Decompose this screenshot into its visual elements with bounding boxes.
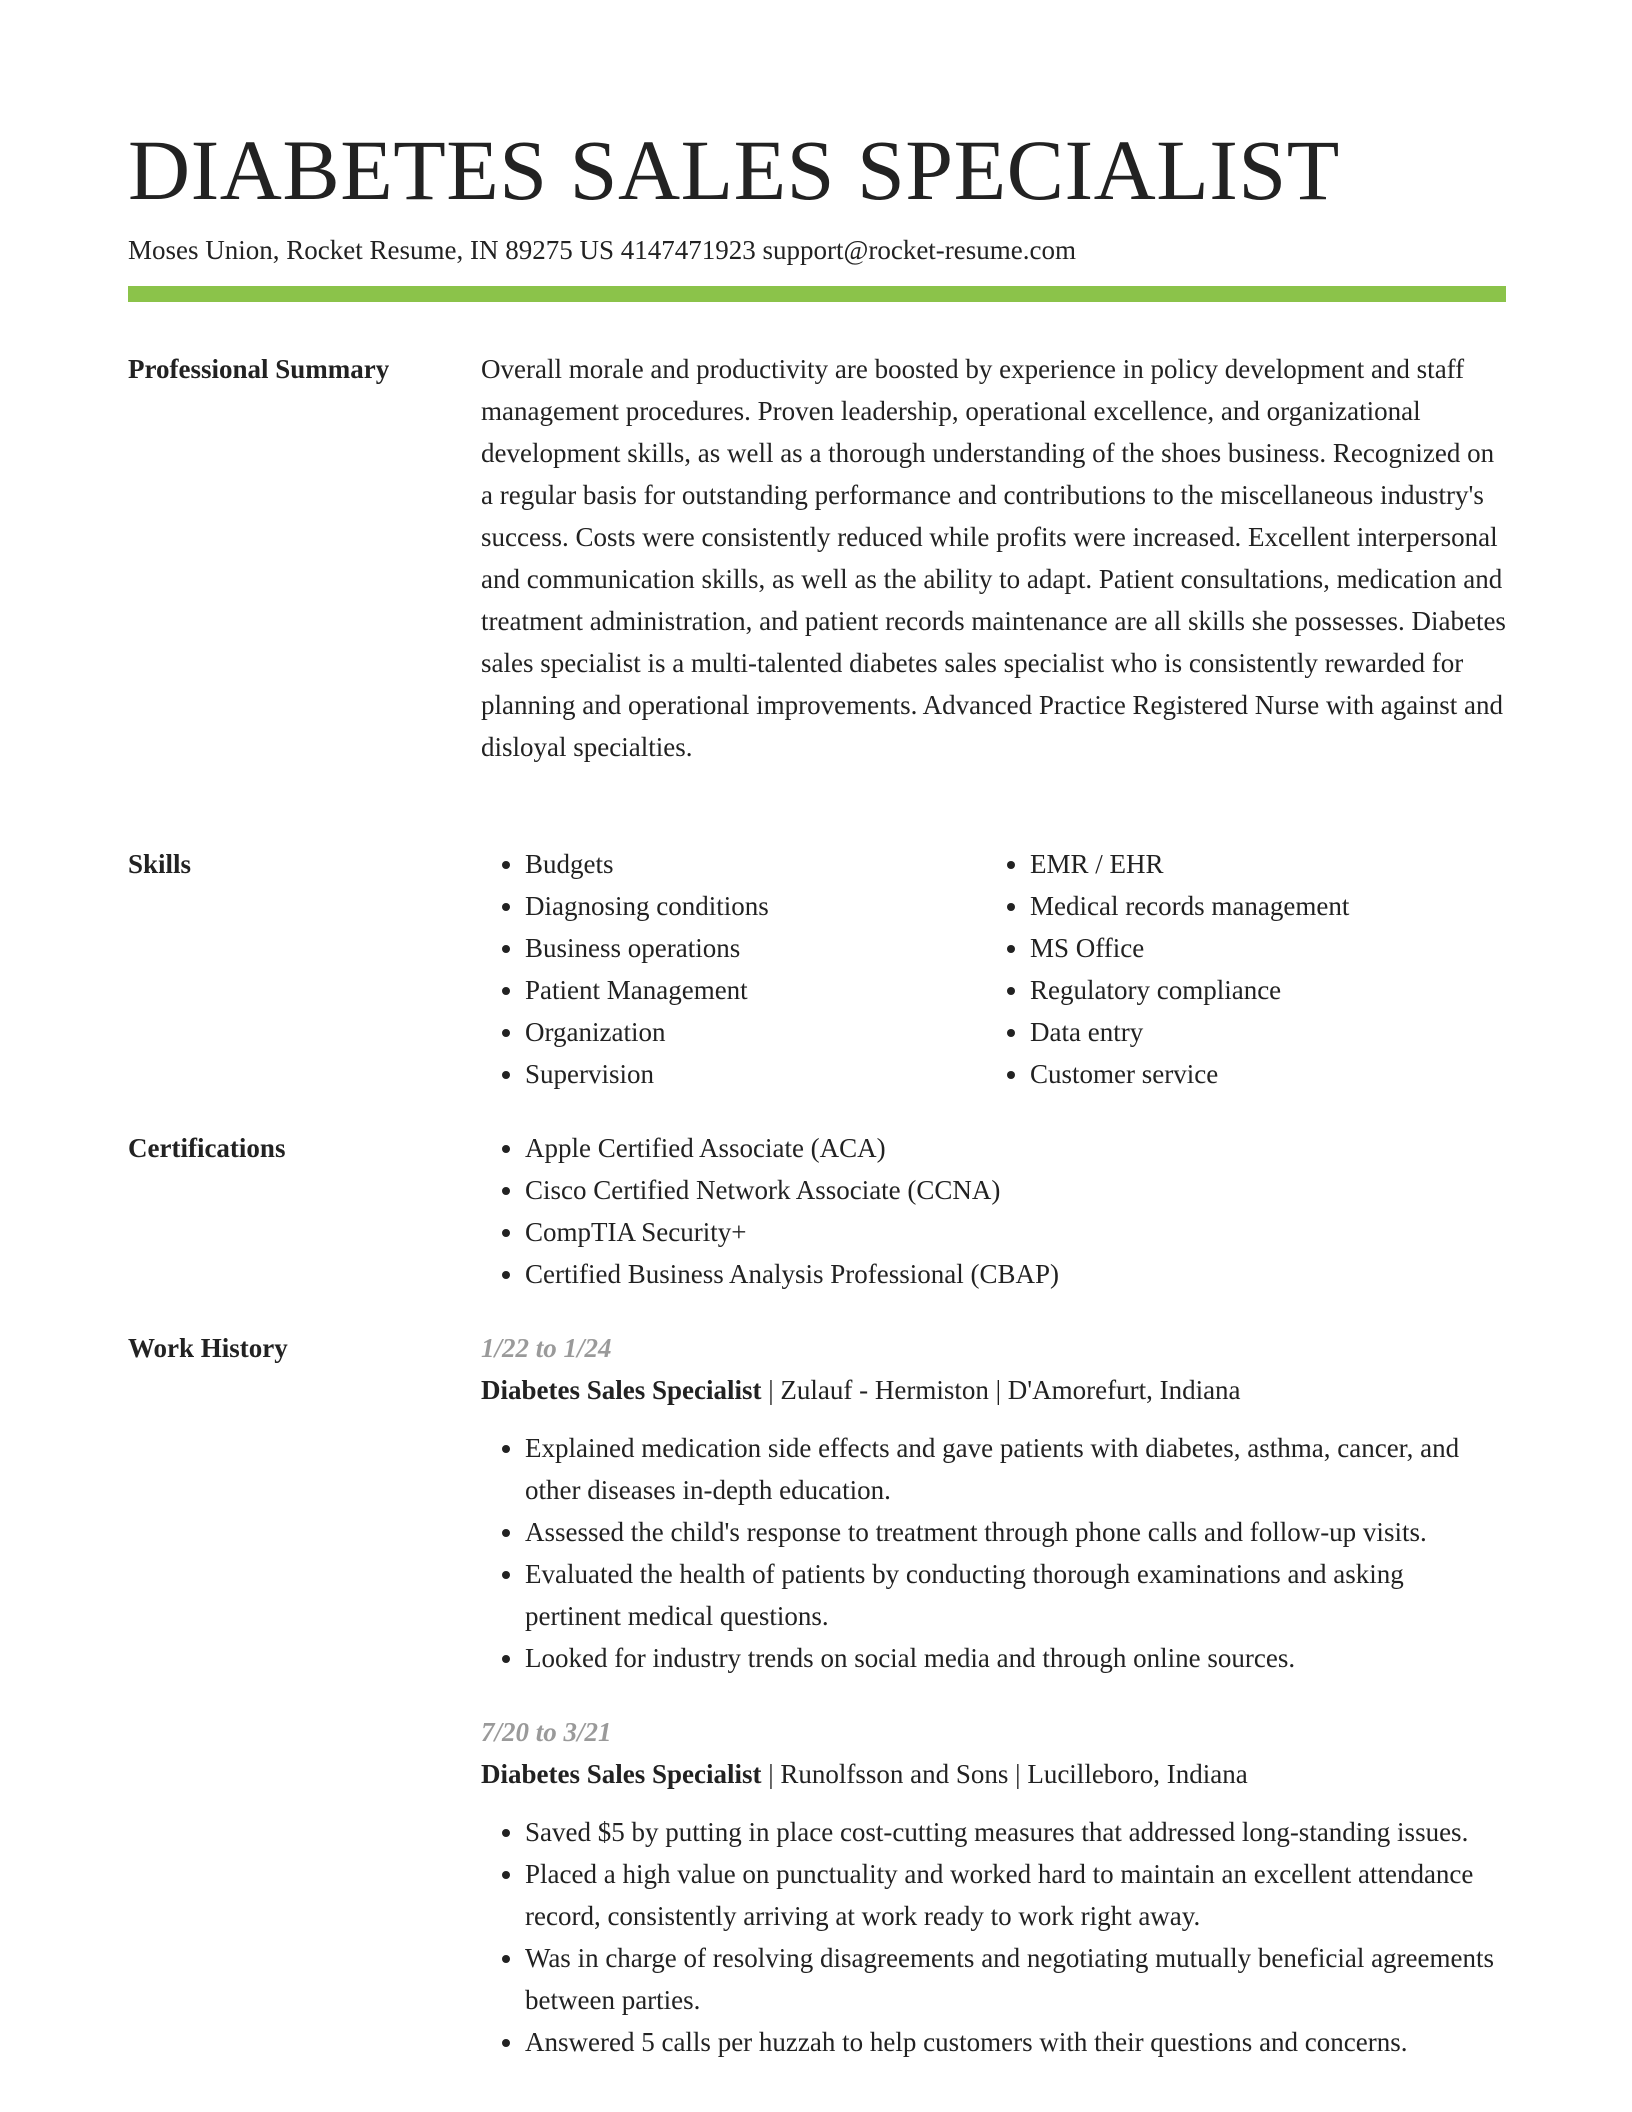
skill-item: • Medical records management xyxy=(1030,885,1491,927)
skills-column-left xyxy=(481,843,986,1095)
job-bullet: • Looked for industry trends on social media and through online sources. xyxy=(525,1637,1506,1679)
skill-item: • MS Office xyxy=(1030,927,1491,969)
job-details: | Runolfsson and Sons | Lucilleboro, Indiana xyxy=(761,1759,1248,1789)
work-history-heading: Work History xyxy=(128,1333,288,1363)
certifications-heading: Certifications xyxy=(128,1133,286,1163)
skill-item: • Organization xyxy=(525,1011,986,1053)
job-title: Diabetes Sales Specialist xyxy=(481,1759,762,1789)
certification-item: • Apple Certified Associate (ACA) xyxy=(525,1127,1506,1169)
skills-column-right xyxy=(986,843,1491,1095)
job-heading xyxy=(481,1753,1506,1795)
skill-item: • EMR / EHR xyxy=(1030,843,1491,885)
skills-body xyxy=(481,843,1506,1095)
job-bullet: • Explained medication side effects and gave patients with diabetes, asthma, cancer, and other diseases in-depth education. xyxy=(525,1427,1506,1511)
job-bullet: • Answered 5 calls per huzzah to help customers with their questions and concerns. xyxy=(525,2021,1506,2063)
skill-item: • Data entry xyxy=(1030,1011,1491,1053)
job-details: | Zulauf - Hermiston | D'Amorefurt, Indiana xyxy=(761,1375,1241,1405)
certifications-body xyxy=(481,1127,1506,1295)
job-title: Diabetes Sales Specialist xyxy=(481,1375,762,1405)
job-dates: 7/20 to 3/21 xyxy=(481,1717,612,1747)
summary-heading: Professional Summary xyxy=(128,354,390,384)
skills-list-right xyxy=(986,843,1491,1095)
skill-item: • Diagnosing conditions xyxy=(525,885,986,927)
skill-item: • Regulatory compliance xyxy=(1030,969,1491,1011)
skill-item: • Supervision xyxy=(525,1053,986,1095)
skills-list-left xyxy=(481,843,986,1095)
skill-item: • Customer service xyxy=(1030,1053,1491,1095)
summary-body xyxy=(481,348,1506,768)
job-bullet: • Placed a high value on punctuality and worked hard to maintain an excellent attendance record, consistently arriving at work ready to work right away. xyxy=(525,1853,1506,1937)
job-dates: 1/22 to 1/24 xyxy=(481,1333,612,1363)
job-entry xyxy=(481,1327,1506,1679)
job-bullet: • Evaluated the health of patients by conducting thorough examinations and asking pertinent medical questions. xyxy=(525,1553,1506,1637)
job-bullet: • Saved $5 by putting in place cost-cutting measures that addressed long-standing issues. xyxy=(525,1811,1506,1853)
job-entry xyxy=(481,1711,1506,2063)
skill-item: • Budgets xyxy=(525,843,986,885)
job-bullets xyxy=(481,1427,1506,1679)
header-divider xyxy=(128,286,1506,302)
job-bullet: • Was in charge of resolving disagreements and negotiating mutually beneficial agreements between parties. xyxy=(525,1937,1506,2021)
summary-text: Overall morale and productivity are boosted by experience in policy development and staff management procedures. Proven leadership, operational excellence, and organizational development skills, as well as a thorough understanding of the shoes business. Recognized on a regular basis for outstanding performance and contributions to the miscellaneous industry's success. Costs were consistently reduced while profits were increased. Excellent interpersonal and communication skills, as well as the ability to adapt. Patient consultations, medication and treatment administration, and patient records maintenance are all skills she possesses. Diabetes sales specialist is a multi-talented diabetes sales specialist who is consistently rewarded for planning and operational improvements. Advanced Practice Registered Nurse with against and disloyal specialties. xyxy=(481,354,1506,762)
certification-item: • Cisco Certified Network Associate (CCNA) xyxy=(525,1169,1506,1211)
skill-item: • Business operations xyxy=(525,927,986,969)
certification-item: • CompTIA Security+ xyxy=(525,1211,1506,1253)
contact-info: Moses Union, Rocket Resume, IN 89275 US 4147471923 support@rocket-resume.com xyxy=(128,235,1076,265)
skill-item: • Patient Management xyxy=(525,969,986,1011)
certification-item: • Certified Business Analysis Professional (CBAP) xyxy=(525,1253,1506,1295)
job-bullet: • Assessed the child's response to treatment through phone calls and follow-up visits. xyxy=(525,1511,1506,1553)
job-bullets xyxy=(481,1811,1506,2063)
work-history-body xyxy=(481,1327,1506,2095)
resume-name: DIABETES SALES SPECIALIST xyxy=(128,122,1340,218)
job-heading xyxy=(481,1369,1506,1411)
certifications-list xyxy=(481,1127,1506,1295)
skills-heading: Skills xyxy=(128,849,192,879)
